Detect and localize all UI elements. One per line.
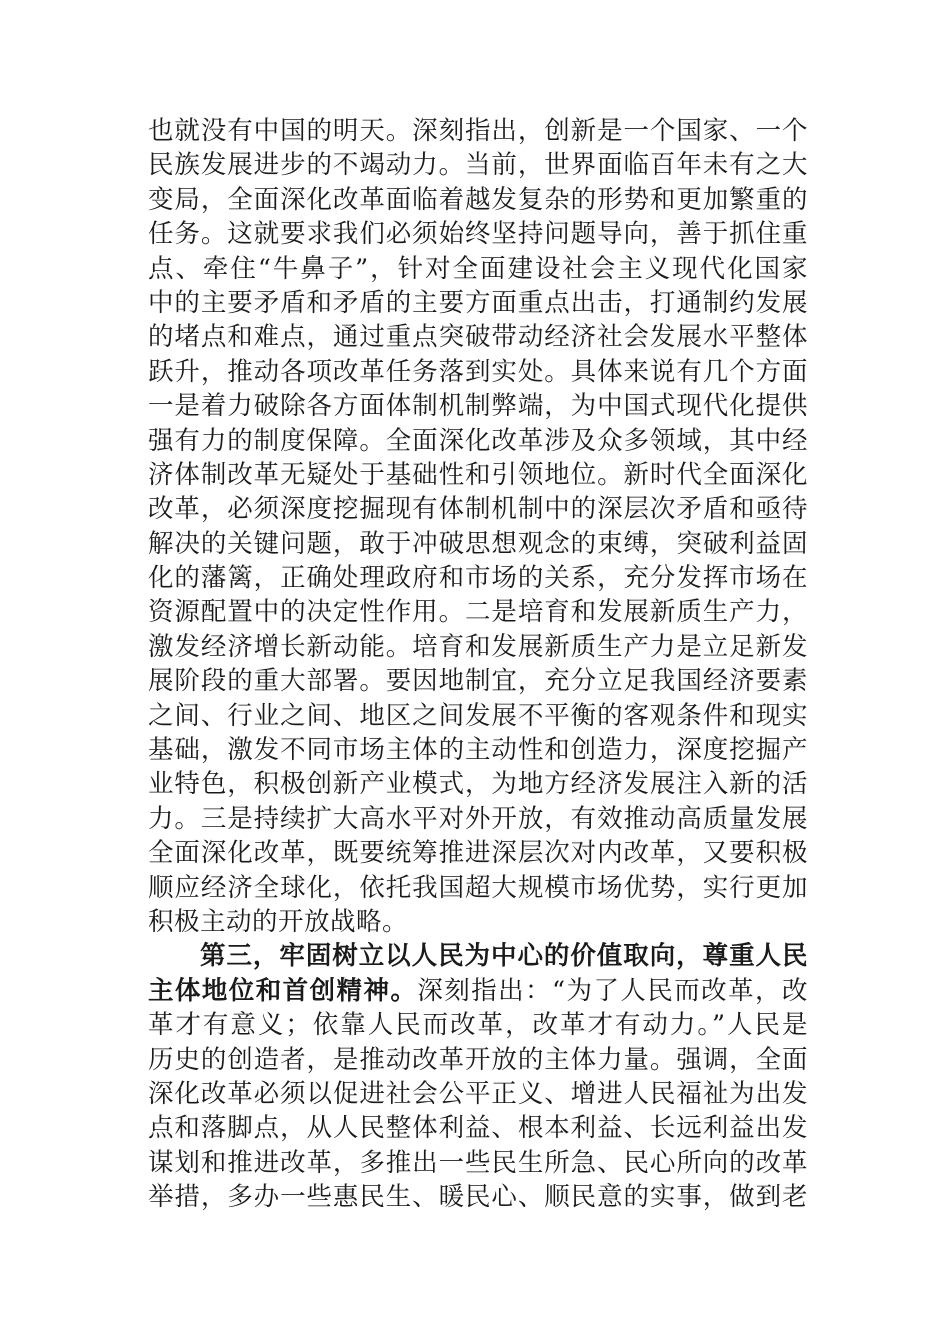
- text-line: 点、牵住“牛鼻子”，针对全面建设社会主义现代化国家: [148, 253, 808, 284]
- paragraph-2: [148, 939, 808, 1214]
- text-segment: 深刻指出：“为了人民而改革，改: [417, 975, 808, 1006]
- text-line: 一是着力破除各方面体制机制弊端，为中国式现代化提供: [148, 391, 808, 422]
- text-line: 全面深化改革，既要统筹推进深层次对内改革，又要积极: [148, 838, 808, 869]
- text-line: 解决的关键问题，敢于冲破思想观念的束缚，突破利益固: [148, 528, 808, 559]
- text-line: 跃升，推动各项改革任务落到实处。具体来说有几个方面: [148, 356, 808, 387]
- section-heading-tail: 主体地位和首创精神。: [148, 975, 418, 1006]
- text-line: 积极主动的开放战略。: [148, 906, 409, 937]
- text-line: 之间、行业之间、地区之间发展不平衡的客观条件和现实: [148, 700, 808, 731]
- section-heading-line: 第三，牢固树立以人民为中心的价值取向，尊重人民: [200, 941, 808, 972]
- text-line: 基础，激发不同市场主体的主动性和创造力，深度挖掘产: [148, 735, 808, 766]
- text-line: 民族发展进步的不竭动力。当前，世界面临百年未有之大: [148, 150, 808, 181]
- text-line: 举措，多办一些惠民生、暖民心、顺民意的实事，做到老: [148, 1182, 808, 1213]
- text-line: 中的主要矛盾和矛盾的主要方面重点出击，打通制约发展: [148, 287, 808, 318]
- text-line: 谋划和推进改革，多推出一些民生所急、民心所向的改革: [148, 1147, 808, 1178]
- text-line: 改革，必须深度挖掘现有体制机制中的深层次矛盾和亟待: [148, 494, 808, 525]
- text-line: 深化改革必须以促进社会公平正义、增进人民福祉为出发: [148, 1078, 808, 1109]
- text-line: [148, 974, 808, 1008]
- text-line: 资源配置中的决定性作用。二是培育和发展新质生产力，: [148, 597, 808, 628]
- paragraph-1: [148, 114, 808, 939]
- text-line: 济体制改革无疑处于基础性和引领地位。新时代全面深化: [148, 459, 808, 490]
- text-line: 业特色，积极创新产业模式，为地方经济发展注入新的活: [148, 769, 808, 800]
- text-line: 强有力的制度保障。全面深化改革涉及众多领域，其中经: [148, 425, 808, 456]
- text-line: 点和落脚点，从人民整体利益、根本利益、长远利益出发: [148, 1113, 808, 1144]
- text-line: 的堵点和难点，通过重点突破带动经济社会发展水平整体: [148, 322, 808, 353]
- text-line: 力。三是持续扩大高水平对外开放，有效推动高质量发展: [148, 803, 808, 834]
- text-line: 革才有意义；依靠人民而改革，改革才有动力。”人民是: [148, 1010, 808, 1041]
- text-line: 历史的创造者，是推动改革开放的主体力量。强调，全面: [148, 1044, 808, 1075]
- text-line: 展阶段的重大部署。要因地制宜，充分立足我国经济要素: [148, 666, 808, 697]
- text-line: 激发经济增长新动能。培育和发展新质生产力是立足新发: [148, 631, 808, 662]
- document-body: [148, 114, 808, 1215]
- text-line: 也就没有中国的明天。深刻指出，创新是一个国家、一个: [148, 116, 808, 146]
- text-line: 变局，全面深化改革面临着越发复杂的形势和更加繁重的: [148, 184, 808, 215]
- text-line: 化的藩篱，正确处理政府和市场的关系，充分发挥市场在: [148, 563, 808, 594]
- text-line: 任务。这就要求我们必须始终坚持问题导向，善于抓住重: [148, 219, 808, 250]
- text-line: 顺应经济全球化，依托我国超大规模市场优势，实行更加: [148, 872, 808, 903]
